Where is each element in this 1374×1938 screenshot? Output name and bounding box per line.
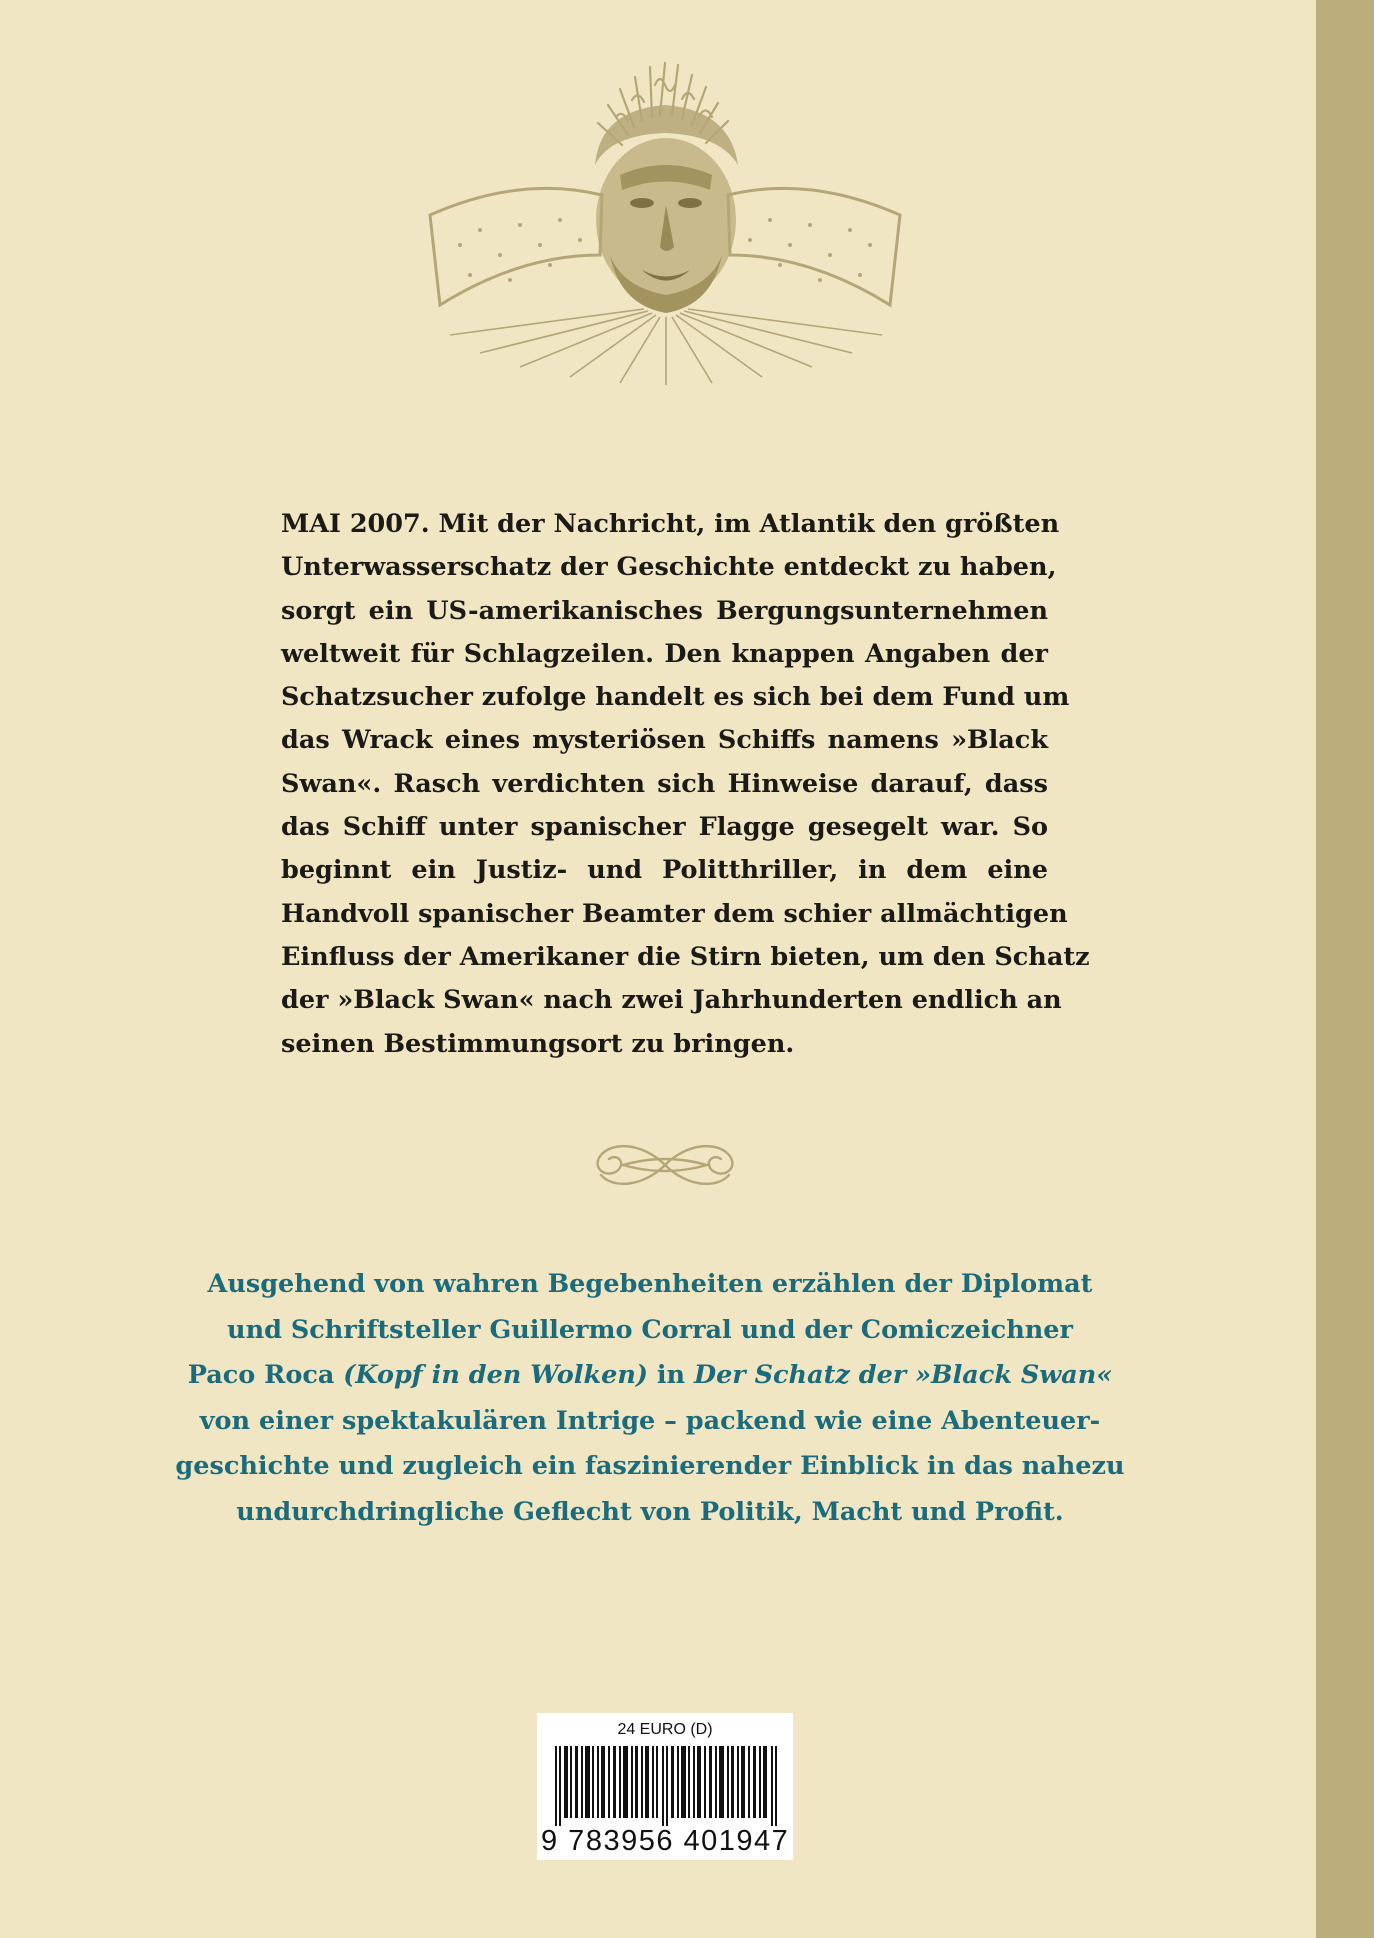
barcode-box (537, 1713, 793, 1860)
price-label: 24 EURO (D) (617, 1721, 713, 1738)
synopsis-line: seinen Bestimmungsort zu bringen. (281, 1028, 795, 1059)
synopsis-line: Schatzsucher zufolge handelt es sich bei dem Fund um (281, 682, 1070, 713)
promo-line: Ausgehend von wahren Begebenheiten erzählen der Diplomat (207, 1269, 1093, 1299)
synopsis-line: Einfluss der Amerikaner die Stirn bieten, um den Schatz (281, 941, 1090, 972)
synopsis-line: der »Black Swan« nach zwei Jahrhunderten endlich an (281, 985, 1062, 1016)
isbn-barcode (555, 1746, 777, 1826)
promo-line: geschichte und zugleich ein faszinierender Einblick in das nahezu (175, 1451, 1125, 1481)
sun-face-emblem (420, 55, 910, 395)
synopsis-line: Handvoll spanischer Beamter dem schier allmächtigen (281, 898, 1068, 929)
synopsis-line: MAI 2007. Mit der Nachricht, im Atlantik den größten (281, 509, 1060, 539)
book-title-black-swan: Der Schatz der »Black Swan« (693, 1360, 1113, 1390)
synopsis-paragraph (281, 503, 1090, 1066)
synopsis-line: Swan«. Rasch verdichten sich Hinweise darauf, dass (281, 768, 1048, 799)
promo-text: Paco Roca (187, 1360, 344, 1390)
synopsis-line: sorgt ein US-amerikanisches Bergungsunternehmen (281, 595, 1048, 626)
spine-band (1316, 0, 1374, 1938)
promo-line: und Schriftsteller Guillermo Corral und der Comiczeichner (227, 1314, 1073, 1345)
synopsis-line: Unterwasserschatz der Geschichte entdeckt zu haben, (281, 552, 1057, 583)
promo-line (150, 1353, 1150, 1399)
isbn-number: 9 783956 401947 (541, 1825, 790, 1857)
promo-text: in (647, 1360, 694, 1390)
synopsis-line: das Schiff unter spanischer Flagge gesegelt war. So (281, 812, 1048, 843)
synopsis-line: weltweit für Schlagzeilen. Den knappen Angaben der (281, 638, 1048, 669)
book-title-kopf: (Kopf in den Wolken) (343, 1360, 648, 1390)
flourish-ornament (583, 1135, 747, 1195)
promo-paragraph (150, 1262, 1150, 1535)
promo-line: undurchdringliche Geflecht von Politik, Macht und Profit. (236, 1496, 1064, 1527)
promo-line: von einer spektakulären Intrige – packend wie eine Abenteuer- (199, 1405, 1101, 1436)
synopsis-line: das Wrack eines mysteriösen Schiffs namens »Black (281, 725, 1048, 756)
synopsis-line: beginnt ein Justiz- und Politthriller, in dem eine (281, 855, 1048, 886)
